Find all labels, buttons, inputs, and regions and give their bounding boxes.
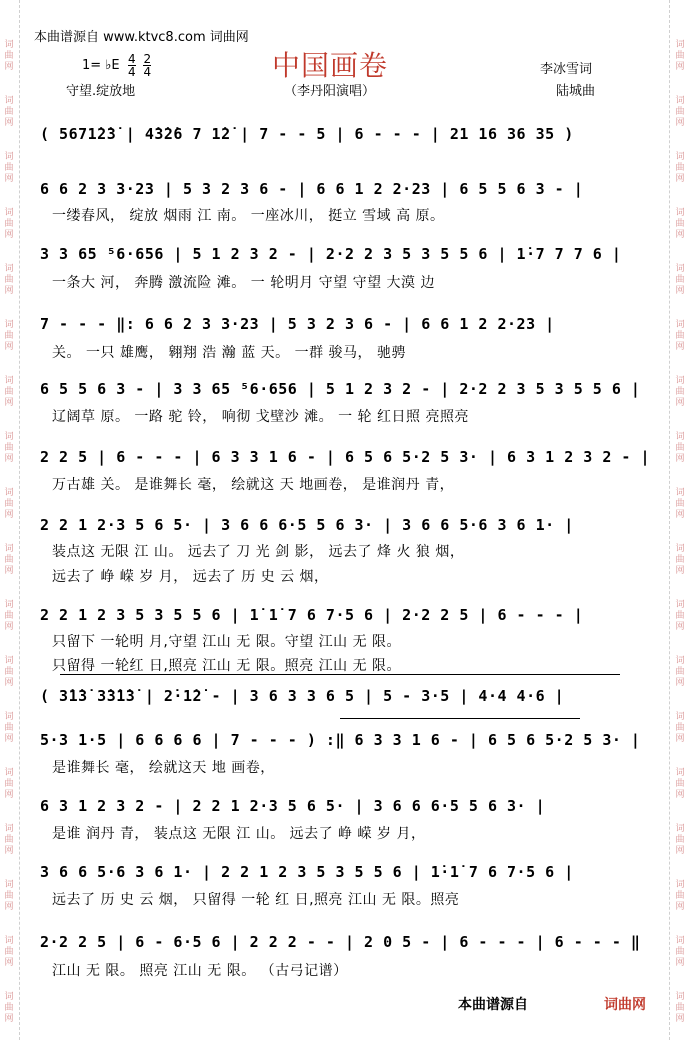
watermark-text: 词 曲 网 [4,656,14,688]
watermark-text: 词 曲 网 [4,320,14,352]
watermark-text: 词 曲 网 [675,208,685,240]
watermark-text: 词 曲 网 [675,712,685,744]
watermark-text: 词 曲 网 [4,992,14,1024]
performance-style: 守望.绽放地 [66,84,136,99]
watermark-text: 词 曲 网 [4,488,14,520]
song-title: 中国画卷 [272,49,389,82]
left-frame-line [19,0,20,1040]
watermark-text: 词 曲 网 [4,432,14,464]
volta-bracket [340,718,580,719]
right-watermark-column [671,0,689,1040]
notation-row: 3 6 6 5·6 3 6 1· | 2 2 1 2 3 5 3 5 5 6 | 1̇·1̇ 7 6 7·5 6 | [40,863,574,881]
watermark-text: 词 曲 网 [675,40,685,72]
watermark-text: 词 曲 网 [675,992,685,1024]
notation-row: 2·2 2 5 | 6 - 6·5 6 | 2 2 2 - - | 2 0 5 - | 6 - - - | 6 - - - ‖ [40,933,641,951]
watermark-text: 词 曲 网 [675,600,685,632]
meter-b-denominator: 4 [143,65,152,79]
watermark-text: 词 曲 网 [4,600,14,632]
source-prefix: 本曲谱源自 www.ktvc8.com 词曲网 [34,30,249,45]
notation-row: 3 3 65 ⁵6·656 | 5 1 2 3 2 - | 2·2 2 3 5 3 5 5 6 | 1̇·7 7 7 6 | [40,245,622,263]
lyric-row: 只留下 一轮明 月,守望 江山 无 限。守望 江山 无 限。 [52,634,402,650]
watermark-text: 词 曲 网 [675,768,685,800]
lyric-row: 远去了 历 史 云 烟， 只留得 一轮 红 日,照亮 江山 无 限。照亮 [52,892,460,908]
watermark-text: 词 曲 网 [4,544,14,576]
singer: （李丹阳演唱） [284,84,376,99]
lyric-row: 关。 一只 雄鹰， 翱翔 浩 瀚 蓝 天。 一群 骏马， 驰骋 [52,345,407,361]
right-frame-line [669,0,670,1040]
key-signature: 1= ♭E [82,58,120,73]
notation-row: 7 - - - ‖: 6 6 2 3 3·23 | 5 3 2 3 6 - | 6 6 1 2 2·23 | [40,315,555,333]
watermark-text: 词 曲 网 [675,320,685,352]
watermark-text: 词 曲 网 [675,936,685,968]
left-watermark-column [0,0,18,1040]
watermark-text: 词 曲 网 [4,936,14,968]
notation-row: 6 5 5 6 3 - | 3 3 65 ⁵6·656 | 5 1 2 3 2 - | 2·2 2 3 5 3 5 5 6 | [40,380,641,398]
notation-row: 2 2 1 2 3 5 3 5 5 6 | 1̇ 1̇ 7 6 7·5 6 | 2·2 2 5 | 6 - - - | [40,606,584,624]
lyric-row: 万古雄 关。 是谁舞长 毫， 绘就这 天 地画卷， 是谁润丹 青， [52,477,455,493]
lyric-row: 江山 无 限。 照亮 江山 无 限。 （古弓记谱） [52,963,348,979]
notation-row: 2 2 1 2·3 5 6 5· | 3 6 6 6·5 5 6 3· | 3 6 6 5·6 3 6 1· | [40,516,574,534]
watermark-text: 词 曲 网 [4,880,14,912]
watermark-text: 词 曲 网 [4,264,14,296]
notation-row: 2 2 5 | 6 - - - | 6 3 3 1 6 - | 6 5 6 5·2 5 3· | 6 3 1 2 3 2 - | [40,448,650,466]
watermark-text: 词 曲 网 [675,880,685,912]
lyric-row: 一条大 河， 奔腾 激流险 滩。 一 轮明月 守望 守望 大漠 边 [52,275,436,291]
watermark-text: 词 曲 网 [675,264,685,296]
volta-bracket [60,674,620,675]
watermark-text: 词 曲 网 [675,432,685,464]
watermark-text: 词 曲 网 [4,768,14,800]
notation-row: ( 3̇1̇3̇ 3̇3̇1̇3̇ | 2̇·1̇2̇ - | 3 6 3 3 6 5 | 5 - 3·5 | 4·4 4·6 | [40,687,565,705]
meter-b-numerator: 2 [143,52,152,66]
watermark-text: 词 曲 网 [4,376,14,408]
watermark-text: 词 曲 网 [675,96,685,128]
lyric-row: 一缕春风， 绽放 烟雨 江 南。 一座冰川， 挺立 雪域 高 原。 [52,208,445,224]
lyric-row: 装点这 无限 江 山。 远去了 刀 光 剑 影， 远去了 烽 火 狼 烟， [52,544,465,560]
watermark-text: 词 曲 网 [4,40,14,72]
lyric-row: 是谁舞长 毫， 绘就这天 地 画卷， [52,760,275,776]
footer-logo: 词曲网 [604,997,646,1013]
watermark-text: 词 曲 网 [4,824,14,856]
meter-a-numerator: 4 [128,52,136,66]
watermark-text: 词 曲 网 [675,152,685,184]
lyric-row: 远去了 峥 嵘 岁 月， 远去了 历 史 云 烟， [52,569,329,585]
watermark-text: 词 曲 网 [675,376,685,408]
notation-row: 6 6 2 3 3·23 | 5 3 2 3 6 - | 6 6 1 2 2·23 | 6 5 5 6 3 - | [40,180,584,198]
watermark-text: 词 曲 网 [675,656,685,688]
meter-a-denominator: 4 [128,65,136,79]
composer: 陆城曲 [556,84,596,99]
notation-row: 6 3 1 2 3 2 - | 2 2 1 2·3 5 6 5· | 3 6 6 6·5 5 6 3· | [40,797,546,815]
time-signature [128,53,155,78]
watermark-text: 词 曲 网 [675,488,685,520]
watermark-text: 词 曲 网 [4,96,14,128]
watermark-text: 词 曲 网 [4,152,14,184]
watermark-text: 词 曲 网 [675,544,685,576]
lyric-row: 是谁 润丹 青， 装点这 无限 江 山。 远去了 峥 嵘 岁 月， [52,826,426,842]
lyricist: 李冰雪词 [540,62,593,77]
footer-source: 本曲谱源自 [458,997,528,1013]
lyric-row: 只留得 一轮红 日,照亮 江山 无 限。照亮 江山 无 限。 [52,658,402,674]
watermark-text: 词 曲 网 [4,208,14,240]
notation-row: 5·3 1·5 | 6 6 6 6 | 7 - - - ) :‖ 6 3 3 1 6 - | 6 5 6 5·2 5 3· | [40,731,641,749]
lyric-row: 辽阔草 原。 一路 驼 铃， 响彻 戈壁沙 滩。 一 轮 红日照 亮照亮 [52,409,469,425]
notation-row: ( 5671̇2̇3̇ | 4̇3̇2̇6 7 1̇2̇ | 7 - - 5 | 6 - - - | 21 16 36 35 ) [40,125,574,143]
watermark-text: 词 曲 网 [4,712,14,744]
watermark-text: 词 曲 网 [675,824,685,856]
